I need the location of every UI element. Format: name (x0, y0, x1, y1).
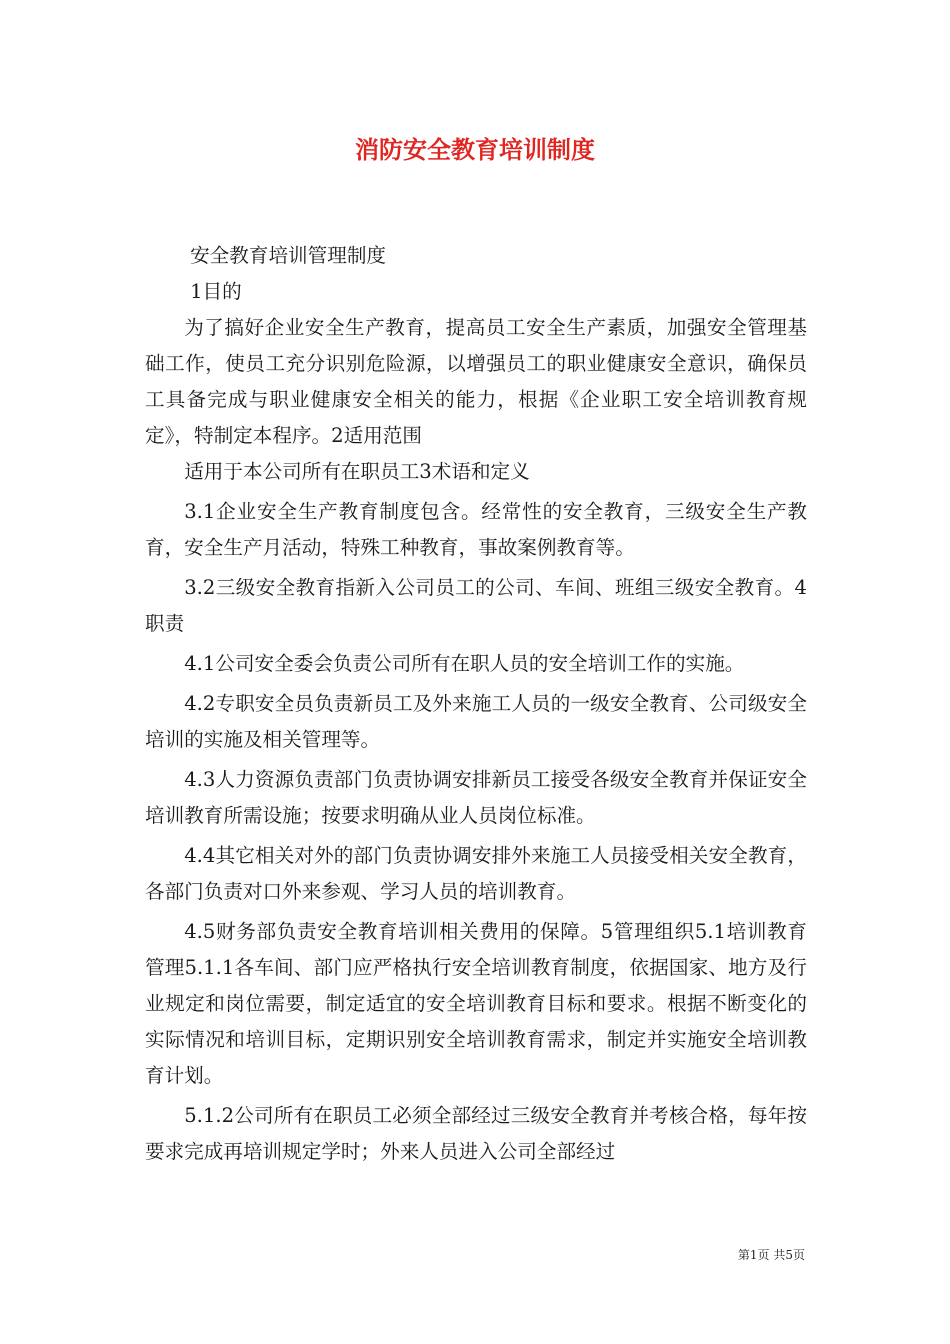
paragraph-4-1: 4.1公司安全委会负责公司所有在职人员的安全培训工作的实施。 (184, 652, 745, 675)
paragraph-3-1: 3.1企业安全生产教育制度包含。经常性的安全教育，三级安全生产教育，安全生产月活动，特殊工种教育，事故案例教育等。 (145, 500, 807, 559)
paragraph-4-5: 4.5财务部负责安全教育培训相关费用的保障。5管理组织5.1培训教育管理5.1.1各车间、部门应严格执行安全培训教育制度，依据国家、地方及行业规定和岗位需要，制定适宜的安全培训教育目标和要求。根据不断变化的实际情况和培训目标，定期识别安全培训教育需求，制定并实施安全培训教育计划。 (145, 920, 807, 1087)
paragraph-section-1: 1目的 (190, 280, 242, 303)
document-title: 消防安全教育培训制度 (355, 136, 595, 164)
paragraph-4-3: 4.3人力资源负责部门负责协调安排新员工接受各级安全教育并保证安全培训教育所需设施；按要求明确从业人员岗位标准。 (145, 768, 807, 827)
page-number: 第1页 共5页 (737, 1248, 805, 1262)
paragraph-4-2: 4.2专职安全员负责新员工及外来施工人员的一级安全教育、公司级安全培训的实施及相关管理等。 (145, 692, 807, 751)
paragraph-3-2: 3.2三级安全教育指新入公司员工的公司、车间、班组三级安全教育。4职责 (145, 576, 807, 635)
paragraph-subtitle: 安全教育培训管理制度 (190, 244, 387, 267)
document-body (145, 238, 807, 1170)
paragraph-4-4: 4.4其它相关对外的部门负责协调安排外来施工人员接受相关安全教育，各部门负责对口外来参观、学习人员的培训教育。 (145, 844, 807, 903)
paragraph-purpose: 为了搞好企业安全生产教育，提高员工安全生产素质，加强安全管理基础工作，使员工充分识别危险源，以增强员工的职业健康安全意识，确保员工具备完成与职业健康安全相关的能力，根据《企业职工安全培训教育规定》，特制定本程序。2适用范围 (145, 316, 807, 447)
paragraph-5-1-2: 5.1.2公司所有在职员工必须全部经过三级安全教育并考核合格，每年按要求完成再培训规定学时；外来人员进入公司全部经过 (145, 1104, 807, 1163)
paragraph-scope: 适用于本公司所有在职员工3术语和定义 (184, 460, 530, 483)
